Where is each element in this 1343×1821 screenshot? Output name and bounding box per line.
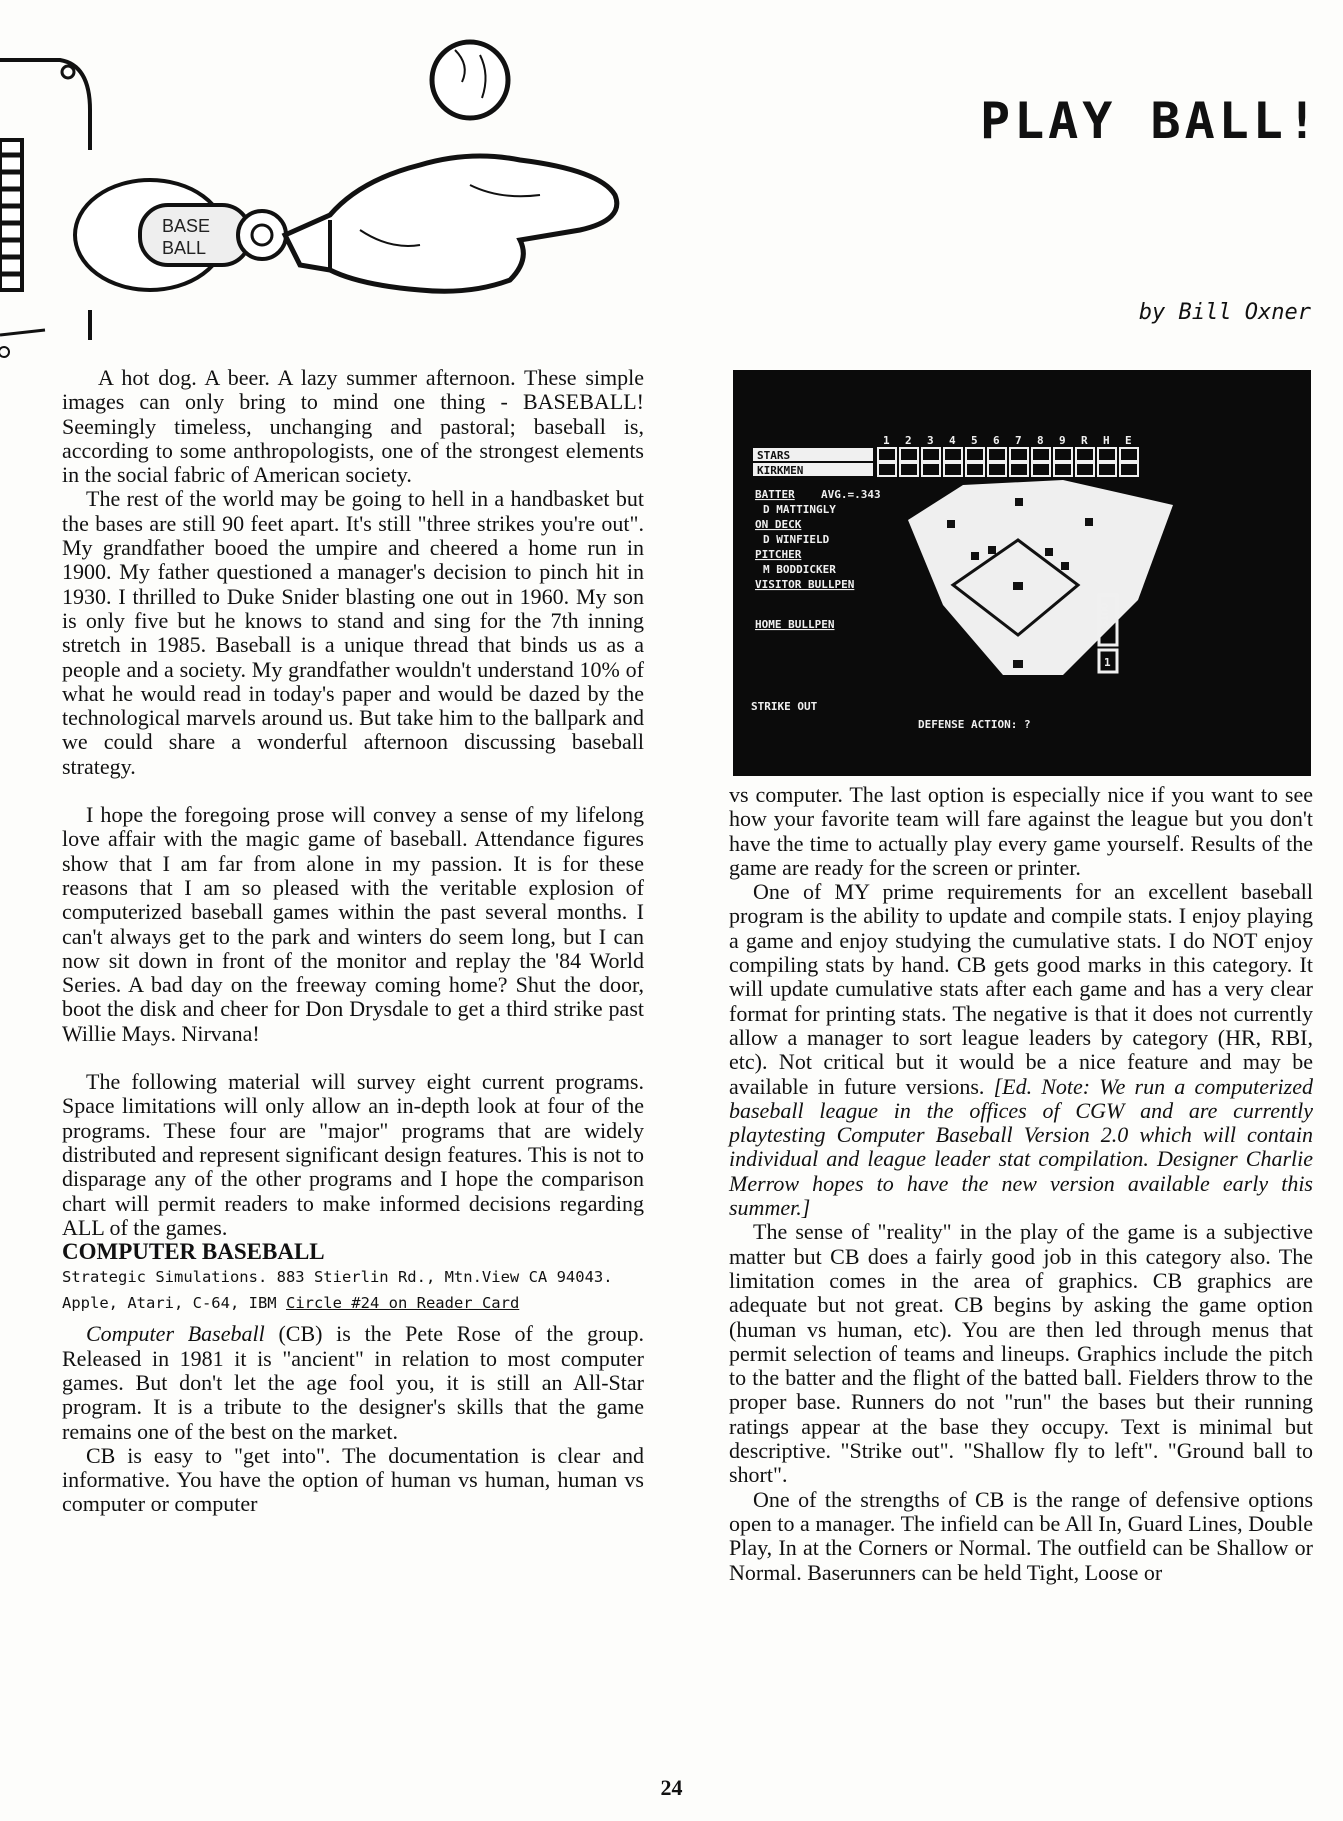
pitcher-name: M BODDICKER bbox=[763, 563, 836, 576]
left-paragraph-4: The following material will survey eight current programs. Space limitations will only allow an in-depth look at four of the programs. These four are "major" programs that are widely distributed and represent significant design features. This is not to disparage any of the other programs and I hope the comparison chart will permit readers to make informed decisions regarding ALL of the games. bbox=[62, 1069, 644, 1240]
right-paragraph-2 bbox=[729, 880, 1313, 1220]
inning-number: 1 bbox=[883, 434, 890, 447]
inning-number: 3 bbox=[927, 434, 934, 447]
publisher-info bbox=[62, 1264, 644, 1316]
publisher-address: Strategic Simulations. 883 Stierlin Rd., Mtn.View CA 94043. Apple, Atari, C-64, IBM bbox=[62, 1268, 613, 1313]
batter-average: AVG.=.343 bbox=[821, 488, 881, 501]
left-paragraph-3: I hope the foregoing prose will convey a sense of my lifelong love affair with the magic game of baseball. Attendance figures show that I am far from alone in my passion. It is for these reasons that I am so pleased with the veritable explosion of computerized baseball games within the past several months. I can't always get to the park and winters do seem long, but I can now sit down in front of the monitor and replay the '84 World Series. A bad day on the freeway coming home? Shut the door, boot the disk and cheer for Don Drysdale to get a third strike past Willie Mays. Nirvana! bbox=[62, 802, 644, 1046]
inning-number: 4 bbox=[949, 434, 956, 447]
status-message: STRIKE OUT bbox=[751, 700, 818, 713]
on-deck-label: ON DECK bbox=[755, 518, 802, 531]
left-column bbox=[62, 366, 644, 1517]
left-paragraph-2: The rest of the world may be going to hell in a handbasket but the bases are still 90 feet apart. It's still "three strikes you're out". My grandfather booed the umpire and cheered a home run in 1900. My father questioned a manager's decision to pinch hit in 1930. I thrilled to Duke Snider blasting one out in 1960. My son is only five but he knows to stand and sing for the 7th inning stretch in 1985. Baseball is a unique thread that binds us as a people and a society. My grandfather wouldn't understand 10% of what he would read in today's paper and would be dazed by the technological marvels around us. But take him to the ballpark and we could share a wonderful afternoon discussing baseball strategy. bbox=[62, 486, 644, 779]
editor-note: [Ed. Note: We run a computerized baseball league in the offices of CGW and are currently playtesting Computer Baseball Version 2.0 which will contain individual and league leader stat compilation. Designer Charlie Merrow hopes to have the new version available early this summer.] bbox=[729, 1073, 1313, 1221]
outs-value: 1 bbox=[1104, 656, 1111, 669]
game-screenshot bbox=[733, 370, 1311, 776]
inning-number: 5 bbox=[971, 434, 978, 447]
robot-arm-catching-baseball-icon bbox=[0, 20, 640, 365]
right-column bbox=[729, 783, 1313, 1585]
defense-action-prompt: DEFENSE ACTION: ? bbox=[918, 718, 1031, 731]
scoreboard bbox=[753, 448, 1138, 477]
inning-number: H bbox=[1103, 434, 1110, 447]
canister-label-bottom: BALL bbox=[162, 238, 207, 258]
outs-label: OUTS bbox=[1097, 603, 1109, 628]
inning-number: R bbox=[1081, 434, 1088, 447]
inning-number: 7 bbox=[1015, 434, 1022, 447]
team-kirkmen: KIRKMEN bbox=[757, 464, 804, 477]
inning-number: 9 bbox=[1059, 434, 1066, 447]
visitor-bullpen-label: VISITOR BULLPEN bbox=[755, 578, 855, 591]
right-paragraph-3: The sense of "reality" in the play of the game is a subjective matter but CB does a fairly good job in this category also. The limitation comes in the area of graphics. CB graphics are adequate but not great. CB begins by asking the game option (human vs human, etc). You are then led through menus that permit selection of teams and lineups. Graphics include the pitch to the batter and the flight of the batted ball. Fielders throw to the proper base. Runners do not "run" the bases but their running ratings appear at the base they occupy. Text is minimal but descriptive. "Strike out". "Shallow fly to left". "Ground ball to short". bbox=[729, 1219, 1313, 1488]
inning-number: 2 bbox=[905, 434, 912, 447]
baseball-field bbox=[908, 480, 1173, 675]
inning-number: E bbox=[1125, 434, 1132, 447]
home-bullpen-label: HOME BULLPEN bbox=[755, 618, 835, 631]
left-paragraph-5 bbox=[62, 1322, 644, 1443]
canister-label-top: BASE bbox=[162, 216, 211, 236]
reader-card-link[interactable]: Circle #24 on Reader Card bbox=[285, 1294, 520, 1313]
batter-name: D MATTINGLY bbox=[763, 503, 836, 516]
article-title: PLAY BALL! bbox=[979, 92, 1321, 150]
team-stars: STARS bbox=[757, 449, 791, 462]
right-paragraph-2-text: One of MY prime requirements for an excellent baseball program is the ability to update and compile stats. I enjoy playing a game and enjoy studying the cumulative stats. I do NOT enjoy compiling stats by hand. CB gets good marks in this category. It will update cumulative stats after each game and has a very clear format for printing stats. The negative is that it does not currently allow a manager to sort league leaders by category (HR, RBI, etc). Not critical but it would be a nice feature and may be available in future versions. bbox=[729, 879, 1313, 1099]
section-heading: COMPUTER BASEBALL bbox=[62, 1239, 325, 1265]
right-paragraph-1: vs computer. The last option is especially nice if you want to see how your favorite team will fare against the league but you don't have the time to actually play every game yourself. Results of the game are ready for the screen or printer. bbox=[729, 782, 1313, 880]
batter-label: BATTER bbox=[755, 488, 795, 501]
left-paragraph-6: CB is easy to "get into". The documentation is clear and informative. You have the option of human vs human, human vs computer or computer bbox=[62, 1442, 644, 1517]
page-number: 24 bbox=[660, 1775, 683, 1800]
inning-number: 8 bbox=[1037, 434, 1044, 447]
left-paragraph-5-text: (CB) is the Pete Rose of the group. Released in 1981 it is "ancient" in relation to most computer games. But don't let the age fool you, it is still an All-Star program. It is a tribute to the designer's skills that the game remains one of the best on the market. bbox=[62, 1321, 644, 1444]
byline: by Bill Oxner bbox=[1138, 300, 1311, 325]
left-paragraph-1: A hot dog. A beer. A lazy summer afternoon. These simple images can only bring to mind one thing - BASEBALL! Seemingly timeless, unchanging and pastoral; baseball is, according to some anthropologists, one of the strongest elements in the social fabric of American society. bbox=[62, 365, 644, 488]
inning-number: 6 bbox=[993, 434, 1000, 447]
pitcher-label: PITCHER bbox=[755, 548, 802, 561]
right-paragraph-4: One of the strengths of CB is the range of defensive options open to a manager. The infield can be All In, Guard Lines, Double Play, In at the Corners or Normal. The outfield can be Shallow or Normal. Baserunners can be held Tight, Loose or bbox=[729, 1486, 1313, 1585]
on-deck-name: D WINFIELD bbox=[763, 533, 830, 546]
game-title: Computer Baseball bbox=[86, 1321, 265, 1347]
